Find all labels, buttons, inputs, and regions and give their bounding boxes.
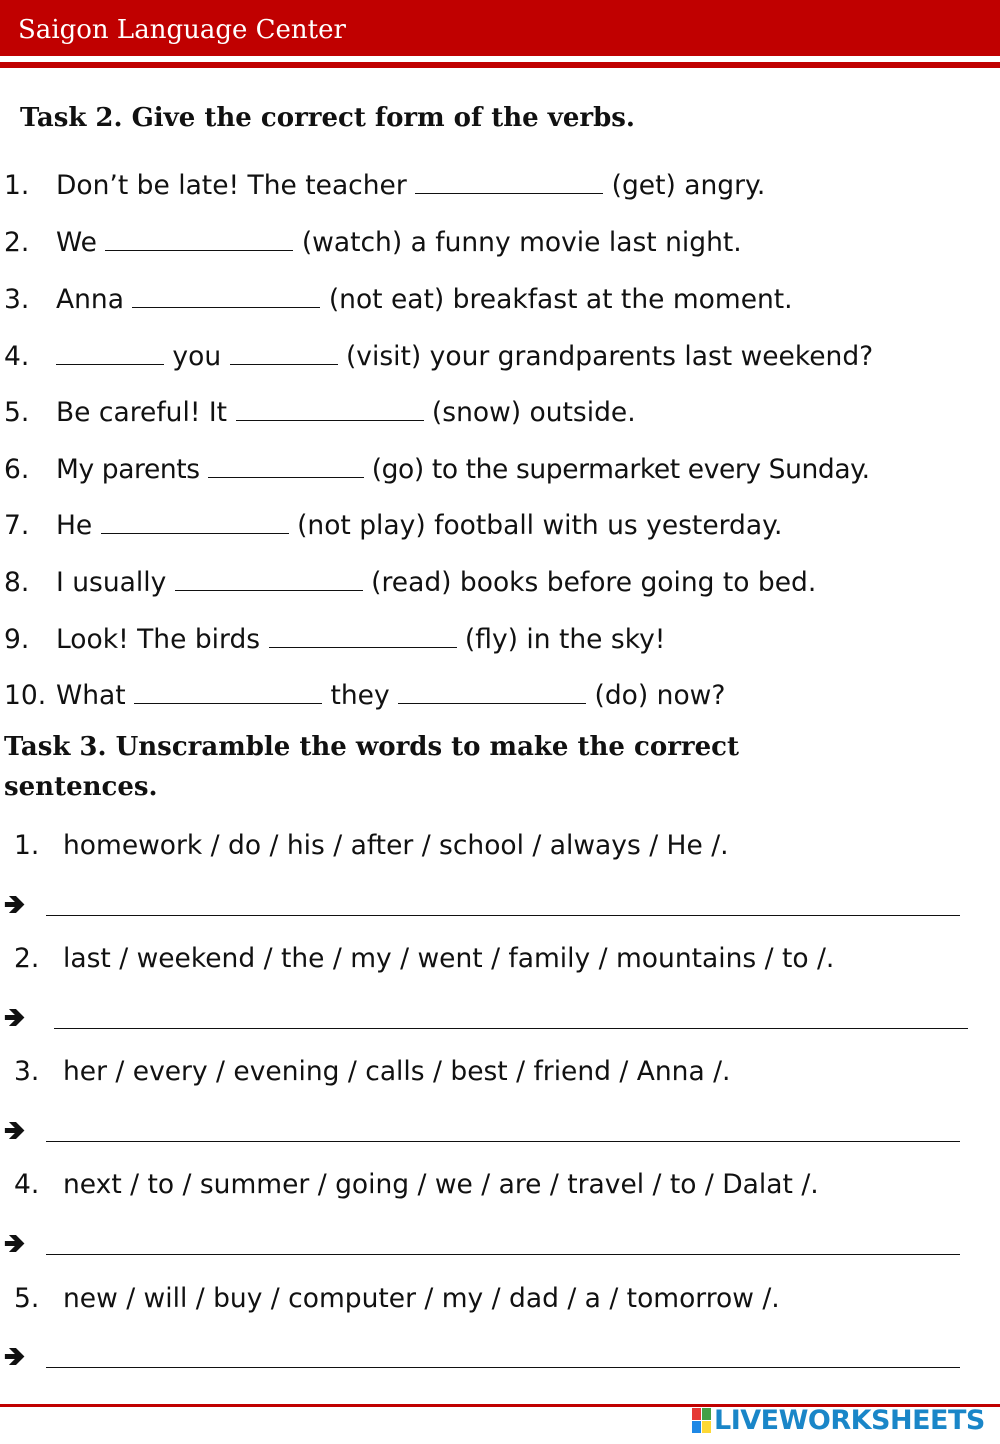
item-number: 10. xyxy=(4,680,47,711)
answer-blank[interactable] xyxy=(101,515,289,534)
answer-blank[interactable] xyxy=(105,232,293,251)
item-text: What they (do) now? xyxy=(56,680,726,711)
scrambled-words: new / will / buy / computer / my / dad / a / tomorrow /. xyxy=(63,1283,780,1314)
item-number: 4. xyxy=(4,341,30,372)
answer-blank[interactable] xyxy=(132,289,320,308)
task3-title: Task 3. Unscramble the words to make the correct xyxy=(4,732,739,762)
item-number: 4. xyxy=(14,1169,40,1200)
scrambled-words: next / to / summer / going / we / are / travel / to / Dalat /. xyxy=(63,1169,819,1200)
item-text: Anna (not eat) breakfast at the moment. xyxy=(56,284,793,315)
item-number: 3. xyxy=(14,1056,40,1087)
answer-blank[interactable] xyxy=(269,629,457,648)
item-text: My parents (go) to the supermarket every Sunday. xyxy=(56,454,870,485)
answer-line[interactable] xyxy=(54,1028,968,1029)
item-text: He (not play) football with us yesterday. xyxy=(56,510,783,541)
answer-blank[interactable] xyxy=(236,402,424,421)
answer-blank[interactable] xyxy=(208,459,364,478)
item-text: We (watch) a funny movie last night. xyxy=(56,227,742,258)
item-text: you (visit) your grandparents last weekend? xyxy=(56,337,873,377)
item-number: 6. xyxy=(4,454,30,485)
item-text: I usually (read) books before going to bed. xyxy=(56,567,817,598)
arrow-right-icon: 🡺 xyxy=(4,890,26,920)
task2-title: Task 2. Give the correct form of the verbs. xyxy=(20,103,635,133)
item-number: 3. xyxy=(4,284,30,315)
item-number: 2. xyxy=(14,943,40,974)
liveworksheets-brand: LIVEWORKSHEETS xyxy=(714,1405,985,1436)
header-divider xyxy=(0,62,1000,68)
arrow-right-icon: 🡺 xyxy=(4,1003,26,1033)
item-number: 2. xyxy=(4,227,30,258)
item-number: 5. xyxy=(14,1283,40,1314)
answer-blank[interactable] xyxy=(175,572,363,591)
arrow-right-icon: 🡺 xyxy=(4,1342,26,1372)
answer-line[interactable] xyxy=(46,1141,960,1142)
item-number: 1. xyxy=(4,170,30,201)
answer-blank[interactable] xyxy=(398,685,586,704)
scrambled-words: last / weekend / the / my / went / family / mountains / to /. xyxy=(63,943,835,974)
answer-line[interactable] xyxy=(46,1367,960,1368)
arrow-right-icon: 🡺 xyxy=(4,1229,26,1259)
item-number: 8. xyxy=(4,567,30,598)
scrambled-words: her / every / evening / calls / best / friend / Anna /. xyxy=(63,1056,731,1087)
scrambled-words: homework / do / his / after / school / always / He /. xyxy=(63,830,729,861)
answer-line[interactable] xyxy=(46,1254,960,1255)
header-title: Saigon Language Center xyxy=(18,15,346,45)
answer-blank[interactable] xyxy=(56,346,164,365)
task3-title-continued: sentences. xyxy=(4,772,158,802)
answer-blank[interactable] xyxy=(415,175,603,194)
answer-line[interactable] xyxy=(46,915,960,916)
item-text: Don’t be late! The teacher (get) angry. xyxy=(56,170,766,201)
answer-blank[interactable] xyxy=(134,685,322,704)
item-text: Be careful! It (snow) outside. xyxy=(56,397,636,428)
item-number: 7. xyxy=(4,510,30,541)
item-number: 9. xyxy=(4,624,30,655)
item-number: 5. xyxy=(4,397,30,428)
arrow-right-icon: 🡺 xyxy=(4,1116,26,1146)
liveworksheets-logo-icon xyxy=(692,1408,712,1434)
item-number: 1. xyxy=(14,830,40,861)
answer-blank[interactable] xyxy=(230,346,338,365)
item-text: Look! The birds (fly) in the sky! xyxy=(56,624,666,655)
